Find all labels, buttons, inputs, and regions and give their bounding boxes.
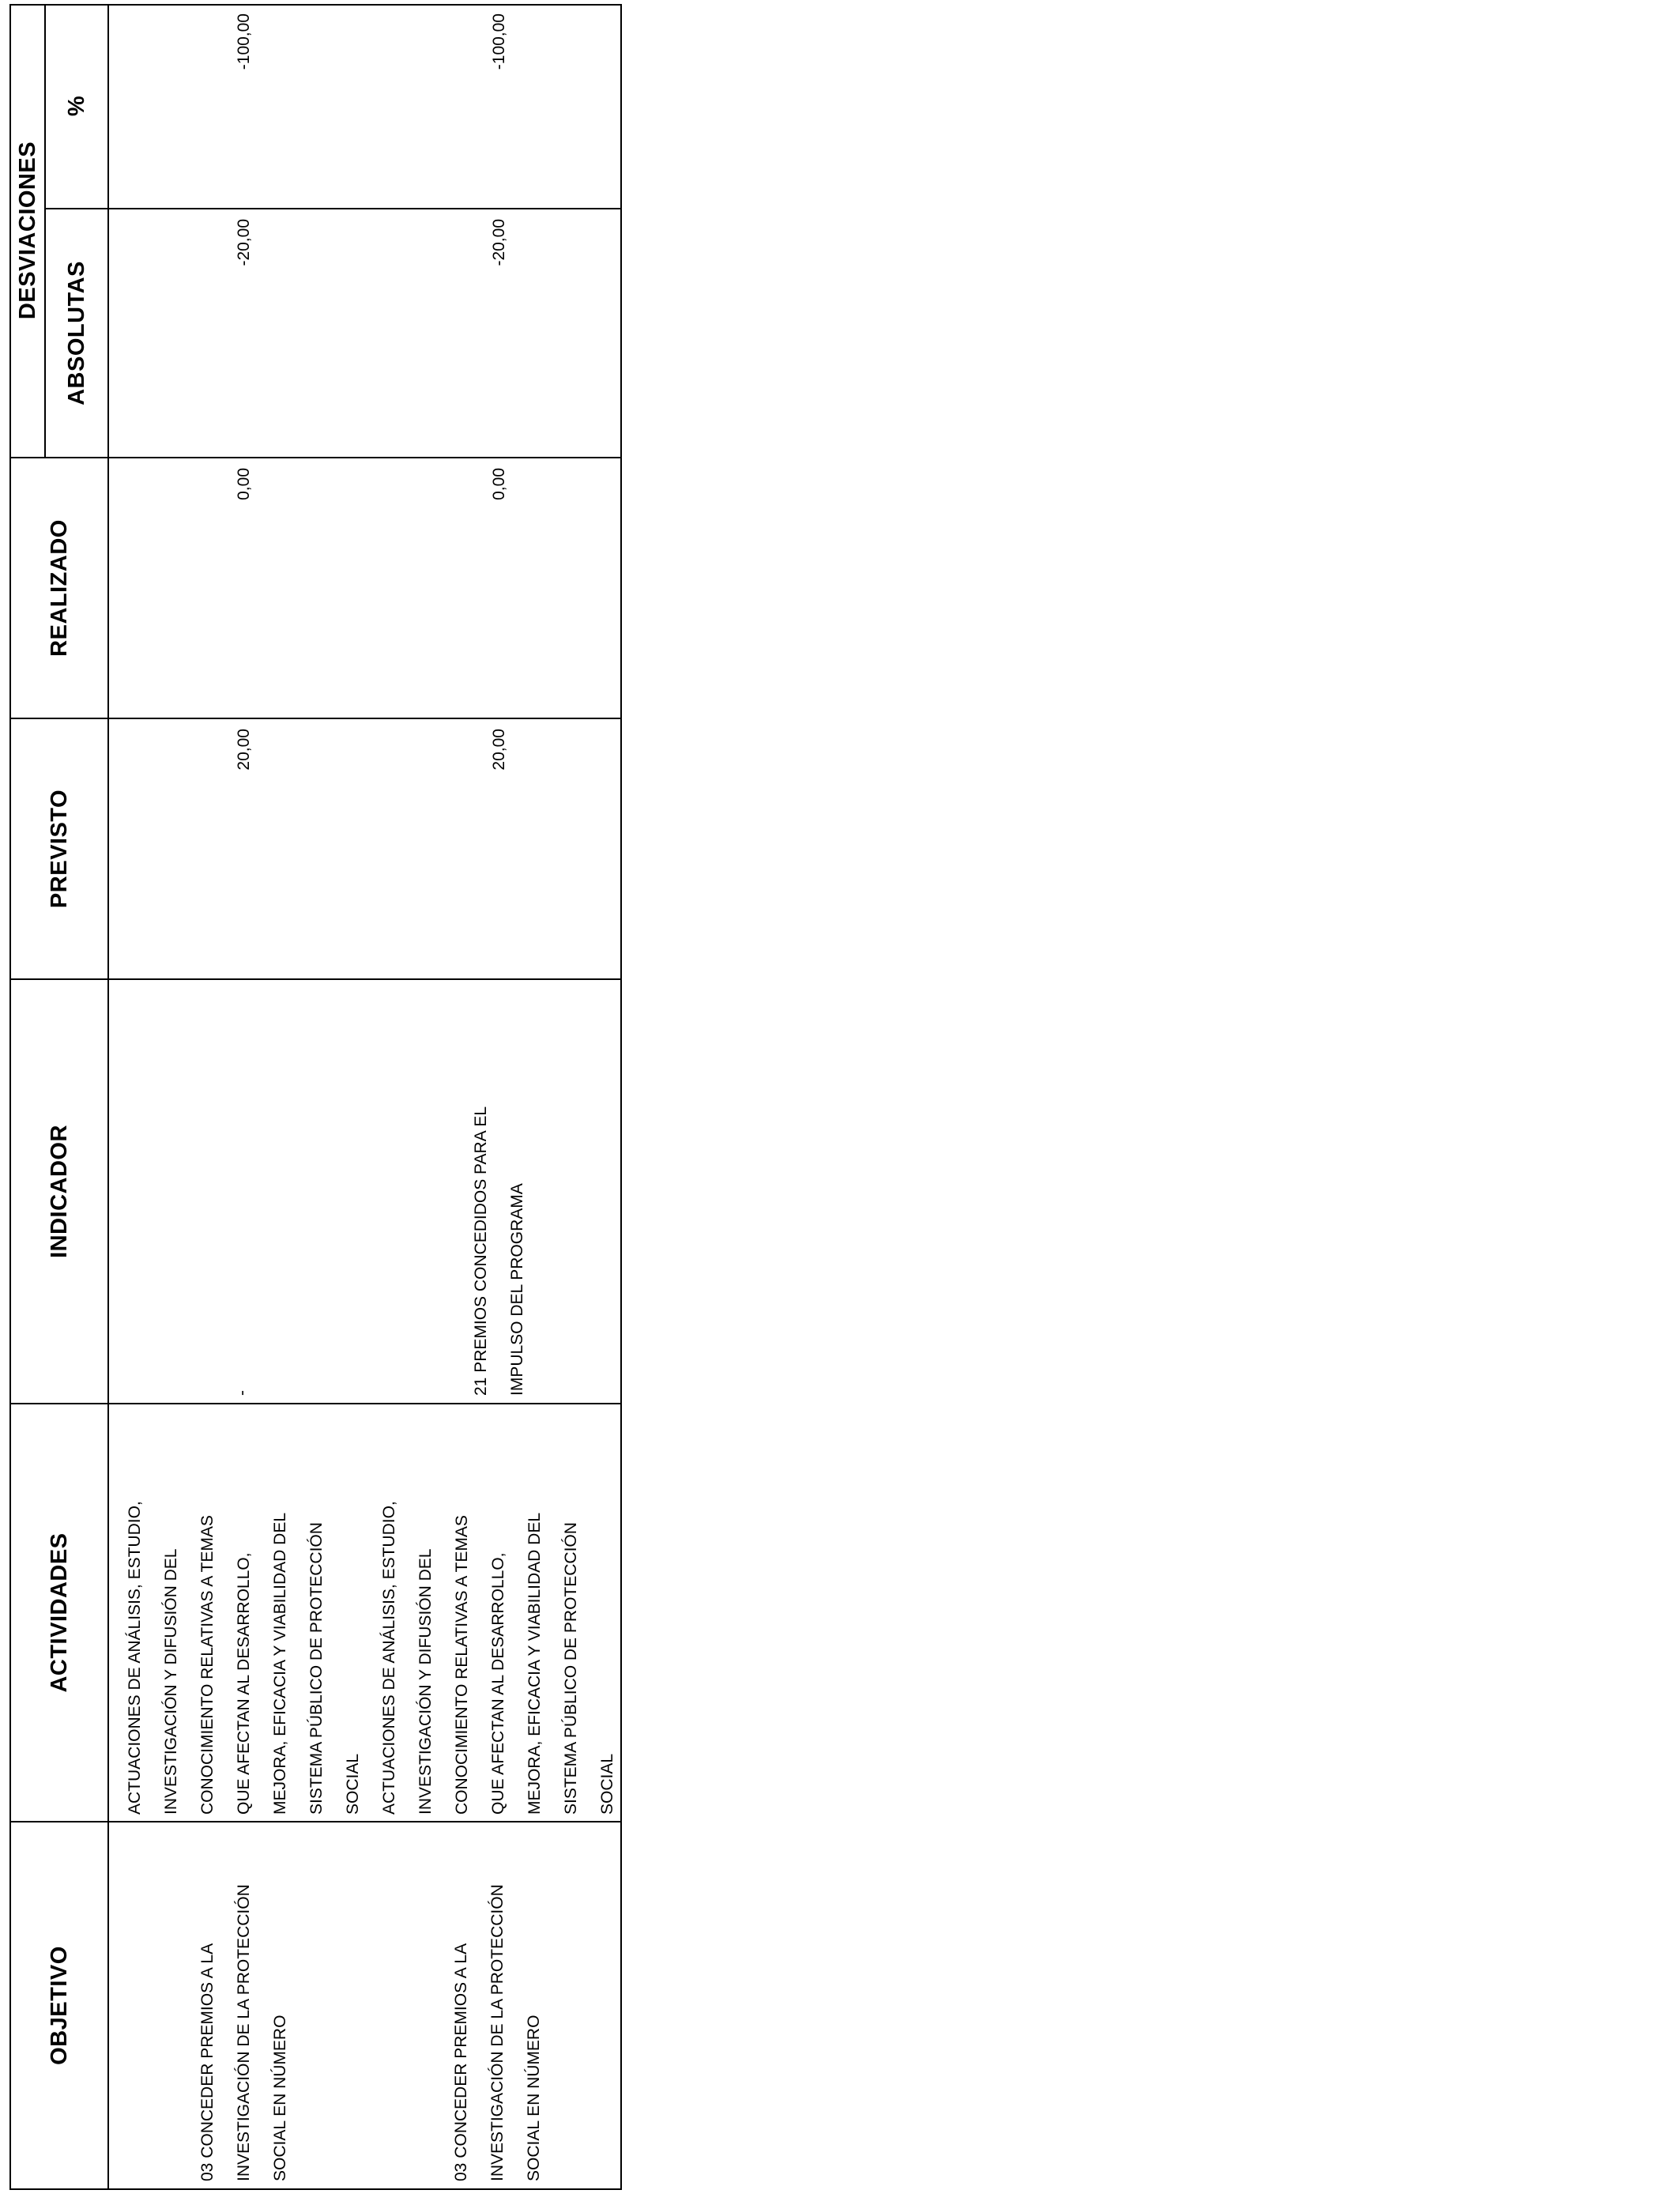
row1-previsto: 20,00 xyxy=(235,729,253,771)
header-actividades: ACTIVIDADES xyxy=(46,1532,72,1693)
header-porcentaje: % xyxy=(63,95,89,117)
row2-objetivo: 03 CONCEDER PREMIOS A LA INVESTIGACIÓN DE LA PROTECCIÓN SOCIAL EN NÚMERO xyxy=(452,1884,543,2181)
row2-previsto: 20,00 xyxy=(490,729,508,771)
header-absolutas: ABSOLUTAS xyxy=(63,261,89,405)
column-divider xyxy=(44,208,622,209)
header-objetivo: OBJETIVO xyxy=(46,1946,72,2065)
header-indicador: INDICADOR xyxy=(46,1125,72,1258)
row2-realizado: 0,00 xyxy=(490,468,508,500)
report-table-rotated xyxy=(0,0,624,2205)
row1-indicador: - xyxy=(233,1390,251,1396)
row2-porcentaje: -100,00 xyxy=(490,13,508,70)
header-realizado: REALIZADO xyxy=(46,519,72,657)
row1-absolutas: -20,00 xyxy=(235,219,253,266)
row1-actividades: ACTUACIONES DE ANÁLISIS, ESTUDIO, INVESTIGACIÓN Y DIFUSIÓN DEL CONOCIMIENTO RELATIVAS A TEMAS QUE AFECTAN AL DESARROLLO, MEJORA, EFICACIA Y VIABILIDAD DEL SISTEMA PÚBLICO DE PROTECCIÓN SOCIAL xyxy=(126,1501,362,1815)
row1-porcentaje: -100,00 xyxy=(235,13,253,70)
row1-objetivo: 03 CONCEDER PREMIOS A LA INVESTIGACIÓN DE LA PROTECCIÓN SOCIAL EN NÚMERO xyxy=(198,1884,289,2181)
header-divider xyxy=(107,4,109,2190)
row2-indicador: 21 PREMIOS CONCEDIDOS PARA EL IMPULSO DEL PROGRAMA xyxy=(472,1106,526,1396)
row1-realizado: 0,00 xyxy=(235,468,253,500)
header-previsto: PREVISTO xyxy=(46,789,72,909)
header-desviaciones: DESVIACIONES xyxy=(14,141,40,320)
row2-actividades: ACTUACIONES DE ANÁLISIS, ESTUDIO, INVESTIGACIÓN Y DIFUSIÓN DEL CONOCIMIENTO RELATIVAS A TEMAS QUE AFECTAN AL DESARROLLO, MEJORA, EFICACIA Y VIABILIDAD DEL SISTEMA PÚBLICO DE PROTECCIÓN SOCIAL xyxy=(380,1501,616,1815)
row2-absolutas: -20,00 xyxy=(490,219,508,266)
